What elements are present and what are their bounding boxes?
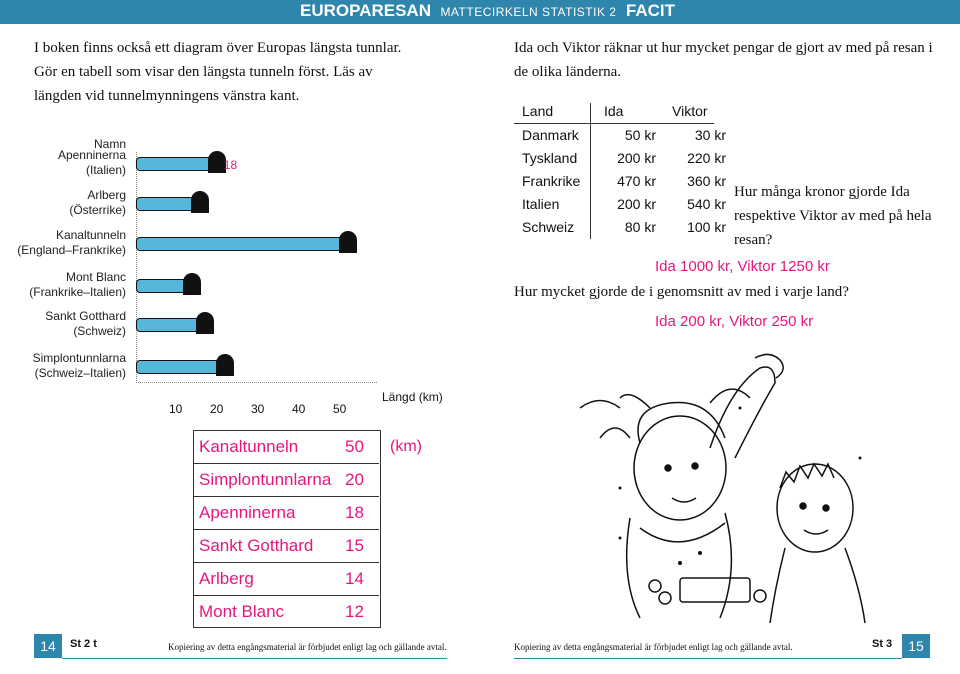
tunnel-name: Apenninerna [199,503,296,522]
tunnel-mouth [191,191,209,213]
money-table-country: Tyskland [522,150,578,166]
answer-table-row [193,463,379,497]
money-table-amount: 30 kr [694,127,726,143]
header-title: EUROPARESAN MATTECIRKELN STATISTIK 2 FACIT [300,1,676,20]
right-page-number: 15 [902,634,930,658]
chart-category-label: Sankt Gotthard (Schweiz) [45,309,126,338]
tunnel-length: 18 [345,503,364,522]
tunnel-name: Mont Blanc [199,602,285,621]
money-table-country: Frankrike [522,173,581,189]
left-page-number: 14 [34,634,62,658]
tunnel-bar [136,237,342,251]
money-table-rule [514,123,714,124]
copyright-right: Kopiering av detta engångsmaterial är förbjudet enligt lag och gällande avtal. [514,642,793,652]
answer-table-row [193,529,379,563]
chart-tick-label: 10 [169,402,183,416]
left-code: St 2 t [70,638,97,650]
chart-header-label: Namn [93,137,126,151]
tunnel-mouth [216,354,234,376]
question-1: Hur många kronor gjorde Ida respektive Viktor av med på hela resan? [734,184,932,248]
tunnel-mouth [183,273,201,295]
answer-table-row [193,430,379,464]
money-table-country: Italien [522,196,560,212]
chart-grid [136,152,377,383]
money-table-country: Danmark [522,127,579,143]
tunnel-length: 50 [345,437,364,456]
footer-rule-right [514,658,902,659]
chart-x-label: Längd (km) [382,390,443,404]
money-table-amount: 470 kr [617,173,656,189]
copyright-left: Kopiering av detta engångsmaterial är förbjudet enligt lag och gällande avtal. [168,642,447,652]
money-table-amount: 100 kr [687,219,726,235]
money-table-header: Land [522,103,554,119]
tunnel-length: 12 [345,602,364,621]
money-table-header: Ida [604,103,624,119]
money-table [514,103,730,239]
right-code: St 3 [872,638,893,650]
right-intro: Ida och Viktor räknar ut hur mycket pengar de gjort av med på resan i de olika länderna. [514,40,933,80]
money-table-country: Schweiz [522,219,575,235]
chart-tick-label: 30 [251,402,265,416]
tunnel-name: Sankt Gotthard [199,536,314,555]
tunnel-bar [136,279,186,293]
chart-tick-label: 40 [292,402,306,416]
money-table-divider [590,103,591,239]
chart-annotation: 18 [223,158,238,172]
money-table-amount: 80 kr [624,219,656,235]
chart-category-label: Arlberg (Österrike) [69,188,126,217]
money-table-amount: 220 kr [687,150,726,166]
answer-1: Ida 1000 kr, Viktor 1250 kr [655,258,830,275]
tunnel-length: 15 [345,536,364,555]
answer-2: Ida 200 kr, Viktor 250 kr [655,313,814,330]
footer-rule-left [62,658,447,659]
chart-tick-label: 50 [333,402,347,416]
chart-category-label: Simplontunnlarna (Schweiz–Italien) [32,351,126,380]
money-table-amount: 200 kr [617,150,656,166]
money-table-amount: 50 kr [624,127,656,143]
answer-table-row [193,595,379,628]
money-table-amount: 360 kr [687,173,726,189]
tunnel-bar [136,318,199,332]
tunnel-name: Kanaltunneln [199,437,299,456]
tunnel-bar [136,360,219,374]
tunnel-mouth [196,312,214,334]
money-table-header: Viktor [672,103,708,119]
chart-tick-label: 20 [210,402,224,416]
answer-table-row [193,496,379,530]
tunnel-mouth [339,231,357,253]
tunnel-bar [136,157,211,171]
tunnel-bar [136,197,194,211]
answer-table-row [193,562,379,596]
kids-counting-money-illustration [560,348,890,630]
chart-category-label: Kanaltunneln (England–Frankrike) [17,228,126,257]
money-table-amount: 540 kr [687,196,726,212]
chart-category-label: Mont Blanc (Frankrike–Italien) [29,270,126,299]
tunnel-name: Arlberg [199,569,254,588]
answer-unit: (km) [390,438,422,455]
question-2: Hur mycket gjorde de i genomsnitt av med i varje land? [514,284,849,300]
money-table-amount: 200 kr [617,196,656,212]
left-intro: I boken finns också ett diagram över Europas längsta tunnlar. Gör en tabell som visar den längsta tunneln först. Läs av längden vid tunnelmynningens vänstra kant. [34,40,402,104]
tunnel-length: 14 [345,569,364,588]
tunnel-length: 20 [345,470,364,489]
chart-category-label: Apenninerna (Italien) [57,148,126,177]
tunnel-name: Simplontunnlarna [199,470,332,489]
